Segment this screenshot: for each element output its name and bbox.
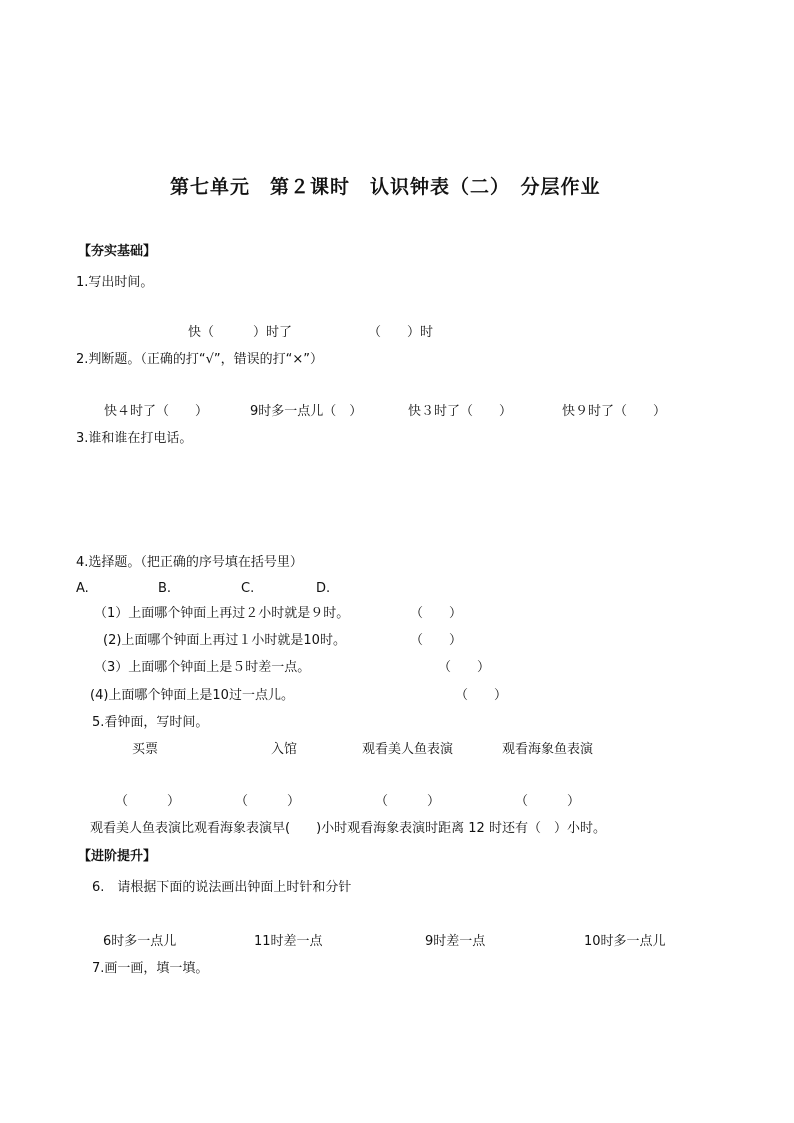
q4-option-b: B.: [158, 581, 172, 596]
q6-item-4: 10时多一点儿: [584, 934, 666, 949]
q1-prompt: 1.写出时间。: [76, 275, 154, 290]
q5-label-4: 观看海象鱼表演: [502, 742, 594, 757]
q4-sub-3: （3）上面哪个钟面上是５时差一点。: [94, 660, 311, 675]
q7-prompt: 7.画一画，填一填。: [92, 961, 209, 976]
q4-sub-2-blank: （ ）: [410, 633, 463, 648]
q6-item-2: 11时差一点: [254, 934, 323, 949]
q3-prompt: 3.谁和谁在打电话。: [76, 431, 193, 446]
q4-prompt: 4.选择题。（把正确的序号填在括号里）: [76, 555, 303, 570]
q6-item-1: 6时多一点儿: [103, 934, 177, 949]
q4-option-d: D.: [316, 581, 331, 596]
q5-blank-4: （ ）: [515, 794, 581, 809]
q2-item-4: 快９时了（ ）: [562, 404, 667, 419]
q5-blank-1: （ ）: [115, 794, 181, 809]
q4-option-c: C.: [241, 581, 255, 596]
q5-label-2: 入馆: [271, 742, 298, 757]
q4-sub-3-blank: （ ）: [438, 660, 491, 675]
q5-blank-2: （ ）: [235, 794, 301, 809]
q2-item-2: 9时多一点儿（ ）: [250, 404, 363, 419]
q5-label-1: 买票: [132, 742, 159, 757]
q2-item-1: 快４时了（ ）: [104, 404, 209, 419]
q4-sub-4: (4)上面哪个钟面上是10过一点儿。: [90, 688, 294, 703]
q1-blank-b: （ ）时: [368, 325, 434, 340]
q5-sentence: 观看美人鱼表演比观看海象表演早( )小时观看海象表演时距离 12 时还有（ ）小时。: [90, 821, 606, 836]
q2-prompt: 2.判断题。（正确的打“√”，错误的打“×”）: [76, 352, 324, 367]
section-advanced: 【进阶提升】: [78, 849, 157, 864]
q4-sub-1-blank: （ ）: [410, 606, 463, 621]
q4-option-a: A.: [76, 581, 89, 596]
q6-prompt: 6. 请根据下面的说法画出钟面上时针和分针: [92, 880, 352, 895]
q4-sub-4-blank: （ ）: [455, 688, 508, 703]
page-title: 第七单元 第２课时 认识钟表（二） 分层作业: [170, 176, 601, 198]
q2-item-3: 快３时了（ ）: [408, 404, 513, 419]
q4-sub-1: （1）上面哪个钟面上再过２小时就是９时。: [94, 606, 350, 621]
q4-sub-2: (2)上面哪个钟面上再过１小时就是10时。: [103, 633, 346, 648]
q5-blank-3: （ ）: [375, 794, 441, 809]
q6-item-3: 9时差一点: [425, 934, 486, 949]
q5-prompt: 5.看钟面，写时间。: [92, 715, 209, 730]
q5-label-3: 观看美人鱼表演: [362, 742, 454, 757]
q1-blank-a: 快（ ）时了: [188, 325, 293, 340]
section-basic: 【夯实基础】: [78, 244, 157, 259]
